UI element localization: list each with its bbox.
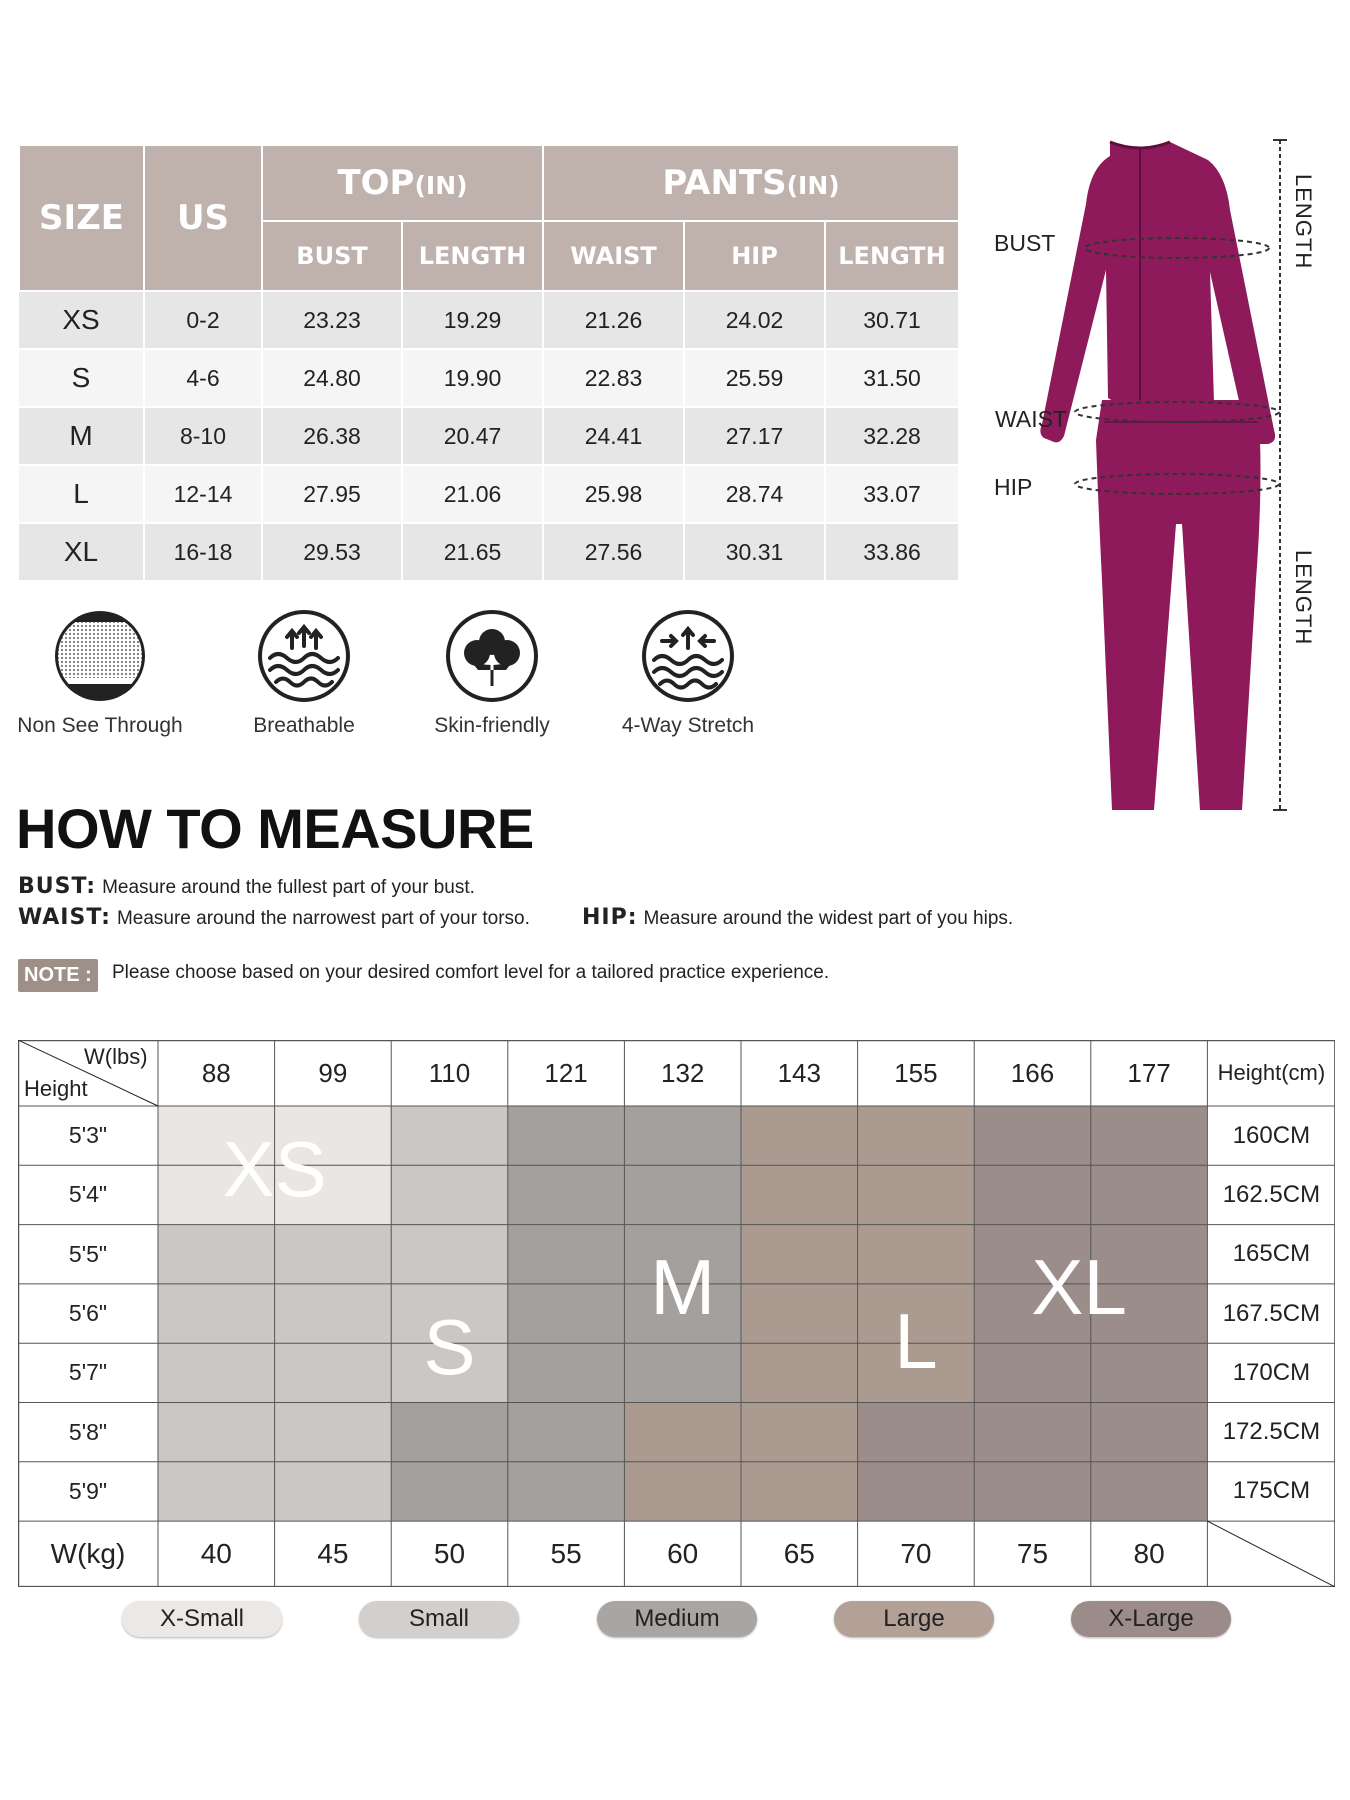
height-cm-label: 167.5CM: [1222, 1299, 1321, 1327]
pants-length-cell: 32.28: [825, 407, 959, 465]
height-ft-label: 5'4": [68, 1181, 108, 1208]
pants-length-cell: 33.07: [825, 465, 959, 523]
hip-header: HIP: [684, 221, 825, 291]
weight-lbs-header: 88: [201, 1057, 231, 1088]
weight-lbs-header: 132: [660, 1057, 705, 1088]
bust-instruction: [18, 874, 475, 899]
weight-kg-value: 40: [200, 1538, 232, 1570]
size-cell: XL: [19, 523, 144, 581]
cotton-flower-icon: [444, 608, 540, 704]
waist-instruction-label: WAIST:: [18, 905, 111, 930]
waist-cell: 21.26: [543, 291, 684, 349]
size-cell: M: [19, 407, 144, 465]
table-row: [19, 465, 959, 523]
figure-hip-label: HIP: [994, 474, 1033, 500]
top-length-cell: 21.06: [402, 465, 543, 523]
legend-x-large: X-Large: [1071, 1601, 1231, 1637]
us-cell: 12-14: [144, 465, 262, 523]
bust-instruction-text: Measure around the fullest part of your bust.: [102, 877, 475, 898]
size-cell: L: [19, 465, 144, 523]
figure-waist-label: WAIST: [995, 406, 1067, 432]
top-length-cell: 19.90: [402, 349, 543, 407]
bust-cell: 26.38: [262, 407, 402, 465]
garment-figure: [980, 130, 1340, 820]
figure-bust-label: BUST: [994, 230, 1056, 256]
feature-label: Breathable: [253, 714, 355, 737]
waist-instruction-text: Measure around the narrowest part of your torso.: [116, 908, 530, 929]
bust-header: BUST: [262, 221, 402, 291]
corner-height-label: Height: [24, 1076, 88, 1101]
weight-kg-value: 50: [433, 1538, 466, 1570]
legend-large: Large: [834, 1601, 994, 1637]
size-cell: XS: [19, 291, 144, 349]
hip-cell: 30.31: [684, 523, 825, 581]
feature-breathable: [204, 608, 404, 738]
feature-label: Non See Through: [17, 714, 183, 737]
weight-kg-value: 65: [783, 1538, 815, 1570]
weight-kg-value: 45: [317, 1538, 349, 1570]
size-header: SIZE: [19, 145, 144, 291]
height-ft-label: 5'7": [68, 1359, 108, 1386]
bust-instruction-label: BUST:: [18, 874, 97, 899]
weight-lbs-header: 143: [777, 1057, 821, 1088]
weight-lbs-header: 177: [1127, 1057, 1171, 1088]
waist-cell: 27.56: [543, 523, 684, 581]
height-ft-label: 5'9": [68, 1477, 108, 1504]
us-cell: 4-6: [144, 349, 262, 407]
height-cm-header: Height(cm): [1217, 1060, 1326, 1085]
height-cm-label: 172.5CM: [1222, 1418, 1321, 1446]
top-length-cell: 19.29: [402, 291, 543, 349]
top-header-label: TOP: [337, 163, 415, 203]
weight-kg-value: 80: [1133, 1538, 1165, 1570]
pants-length-header: LENGTH: [825, 221, 959, 291]
pants-length-cell: 33.86: [825, 523, 959, 581]
waist-header: WAIST: [543, 221, 684, 291]
waist-cell: 24.41: [543, 407, 684, 465]
top-length-cell: 20.47: [402, 407, 543, 465]
size-zone-label-xl: XL: [1031, 1243, 1127, 1332]
legend-small: Small: [359, 1601, 519, 1637]
how-to-measure-title: HOW TO MEASURE: [16, 797, 534, 860]
weight-kg-label: W(kg): [50, 1538, 126, 1570]
bust-cell: 24.80: [262, 349, 402, 407]
waist-cell: 25.98: [543, 465, 684, 523]
hip-cell: 28.74: [684, 465, 825, 523]
note-text: Please choose based on your desired comfort level for a tailored practice experience.: [112, 962, 830, 983]
table-row: [19, 523, 959, 581]
weight-lbs-header: 99: [318, 1057, 348, 1088]
figure-top-length-label: LENGTH: [1291, 174, 1316, 270]
size-zone-label-l: L: [894, 1296, 938, 1385]
feature-non-see-through: [0, 608, 200, 738]
weight-kg-value: 75: [1016, 1538, 1049, 1570]
legend-x-small: X-Small: [122, 1601, 282, 1637]
size-cell: S: [19, 349, 144, 407]
pants-length-cell: 30.71: [825, 291, 959, 349]
us-cell: 0-2: [144, 291, 262, 349]
height-cm-label: 170CM: [1232, 1358, 1311, 1386]
height-ft-label: 5'8": [68, 1418, 108, 1445]
weight-lbs-header: 155: [894, 1057, 938, 1088]
weight-kg-value: 70: [900, 1538, 932, 1570]
hip-cell: 25.59: [684, 349, 825, 407]
us-cell: 16-18: [144, 523, 262, 581]
breathable-waves-icon: [256, 608, 352, 704]
height-weight-chart: [18, 1040, 1335, 1592]
waist-instruction: [18, 905, 530, 930]
weight-lbs-header: 121: [544, 1057, 588, 1088]
size-zone-label-xs: XS: [222, 1124, 327, 1213]
feature-4-way-stretch: [588, 608, 788, 738]
top-header: [262, 145, 543, 221]
feature-label: Skin-friendly: [434, 714, 550, 737]
table-row: [19, 349, 959, 407]
table-row: [19, 291, 959, 349]
bust-cell: 23.23: [262, 291, 402, 349]
weight-kg-value: 55: [550, 1538, 582, 1570]
height-cm-label: 175CM: [1232, 1477, 1311, 1505]
top-length-header: LENGTH: [402, 221, 543, 291]
pants-length-cell: 31.50: [825, 349, 959, 407]
top-length-cell: 21.65: [402, 523, 543, 581]
size-zone-label-s: S: [423, 1302, 476, 1391]
weight-lbs-header: 166: [1010, 1057, 1055, 1088]
bust-cell: 27.95: [262, 465, 402, 523]
hip-cell: 24.02: [684, 291, 825, 349]
size-table: [18, 144, 960, 582]
weight-kg-value: 60: [667, 1538, 699, 1570]
height-ft-label: 5'3": [68, 1122, 108, 1149]
us-header: US: [144, 145, 262, 291]
corner-weight-label: W(lbs): [84, 1044, 148, 1069]
bust-cell: 29.53: [262, 523, 402, 581]
figure-pants-length-label: LENGTH: [1291, 550, 1316, 646]
height-cm-label: 160CM: [1232, 1121, 1311, 1149]
height-cm-label: 165CM: [1232, 1240, 1311, 1268]
hip-cell: 27.17: [684, 407, 825, 465]
us-cell: 8-10: [144, 407, 262, 465]
hip-instruction: [582, 905, 1013, 930]
stretch-arrows-icon: [640, 608, 736, 704]
mesh-circle-icon: [52, 608, 148, 704]
feature-label: 4-Way Stretch: [621, 714, 755, 737]
weight-lbs-header: 110: [428, 1057, 471, 1088]
height-ft-label: 5'5": [68, 1240, 108, 1267]
hip-instruction-label: HIP:: [582, 905, 638, 930]
note-badge: NOTE :: [18, 959, 98, 992]
legend-medium: Medium: [597, 1601, 757, 1637]
table-row: [19, 407, 959, 465]
size-zone-label-m: M: [650, 1243, 716, 1332]
top-header-unit: (IN): [414, 171, 468, 200]
height-ft-label: 5'6": [68, 1300, 108, 1327]
hip-instruction-text: Measure around the widest part of you hips.: [643, 908, 1014, 929]
height-cm-label: 162.5CM: [1222, 1180, 1321, 1208]
pants-header-label: PANTS: [662, 163, 787, 203]
waist-cell: 22.83: [543, 349, 684, 407]
feature-skin-friendly: [392, 608, 592, 738]
pants-header: [543, 145, 959, 221]
pants-header-unit: (IN): [786, 171, 840, 200]
